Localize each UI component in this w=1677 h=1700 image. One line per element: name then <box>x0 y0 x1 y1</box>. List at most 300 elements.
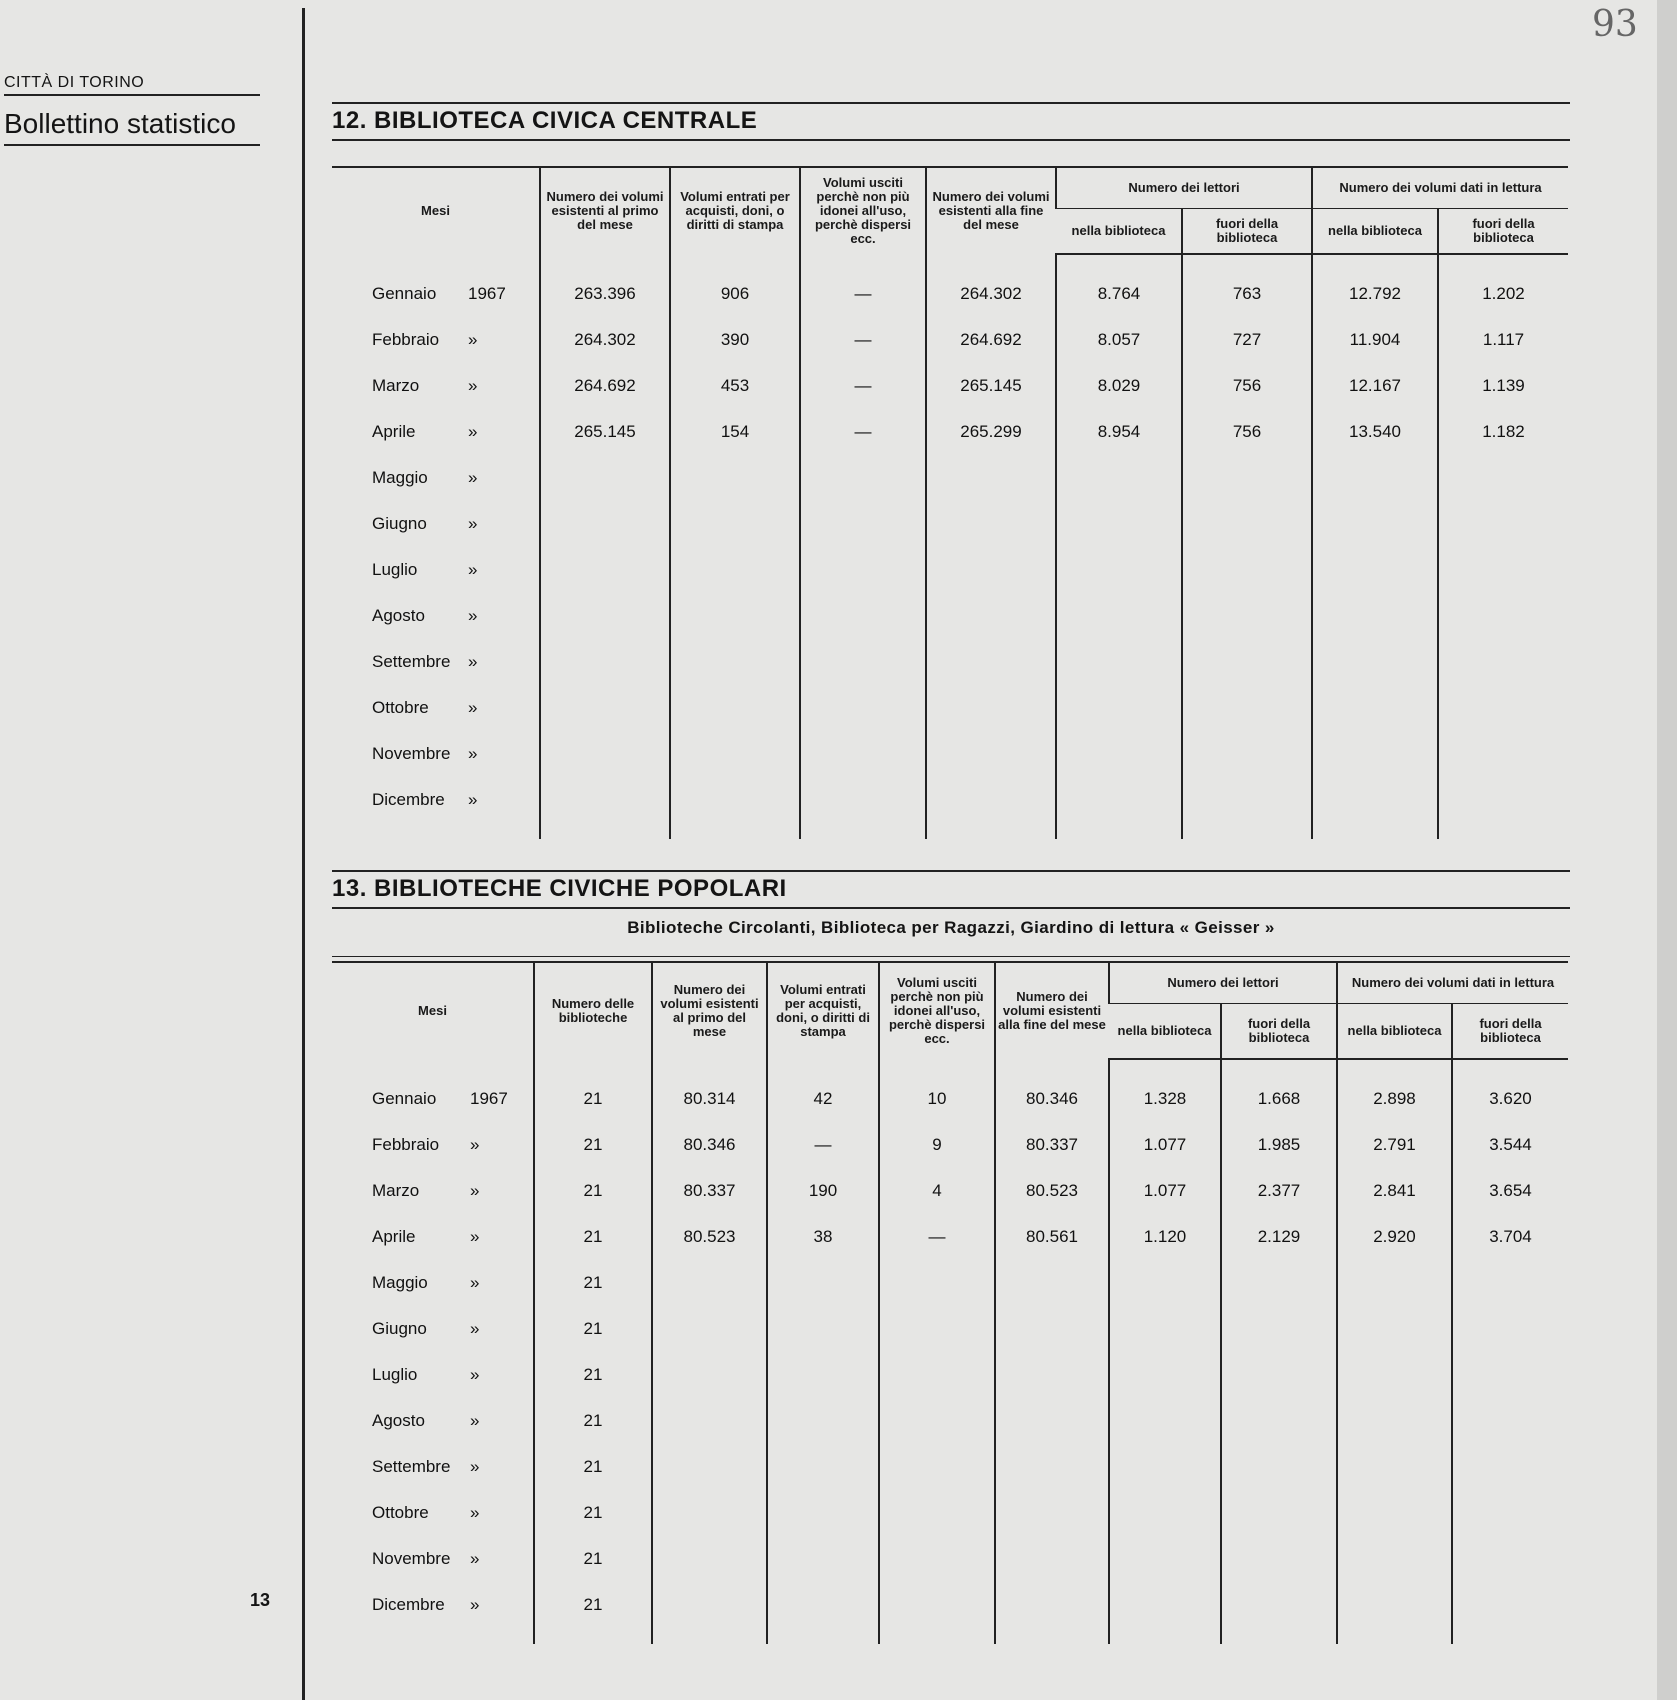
table-cell <box>800 455 926 501</box>
year-label: » <box>468 698 478 717</box>
table-cell <box>1182 731 1312 777</box>
table-cell: — <box>879 1214 995 1260</box>
table-cell <box>670 777 800 823</box>
table-cell <box>767 1444 879 1490</box>
bulletin-title: Bollettino statistico <box>4 108 236 139</box>
page-number: 13 <box>250 1590 271 1610</box>
table-cell <box>1438 639 1568 685</box>
table-cell: 21 <box>534 1214 652 1260</box>
year-label: » <box>468 652 478 671</box>
table-row <box>332 1444 1568 1490</box>
table-row <box>332 317 1568 363</box>
table-cell <box>926 501 1056 547</box>
year-label: 1967 <box>468 284 506 303</box>
table-cell: 21 <box>534 1122 652 1168</box>
table-cell: 263.396 <box>540 271 670 317</box>
handwritten-page-number: 93 <box>1592 4 1638 45</box>
table-row <box>332 1306 1568 1352</box>
header-mesi: Mesi <box>332 962 534 1059</box>
table-cell: 265.299 <box>926 409 1056 455</box>
month-label: Ottobre <box>372 698 429 717</box>
table-cell <box>1109 1306 1221 1352</box>
table-cell: 21 <box>534 1582 652 1628</box>
table-row <box>332 501 1568 547</box>
table-cell: 21 <box>534 1352 652 1398</box>
table-cell: 1.182 <box>1438 409 1568 455</box>
table-cell <box>995 1352 1109 1398</box>
table-cell <box>1337 1490 1452 1536</box>
table-cell: — <box>800 363 926 409</box>
table-cell: 21 <box>534 1444 652 1490</box>
table-cell <box>767 1352 879 1398</box>
header-numero-lettori: Numero dei lettori <box>1109 962 1337 1004</box>
year-label: » <box>470 1365 480 1384</box>
table-cell <box>926 593 1056 639</box>
table-cell <box>1056 455 1182 501</box>
city-header: CITTÀ DI TORINO <box>4 74 145 91</box>
table-cell <box>767 1306 879 1352</box>
header-lettori-fuori: fuori della biblioteca <box>1182 209 1312 255</box>
header-volumi-inizio: Numero dei volumi esistenti al primo del mese <box>540 167 670 254</box>
table-row <box>332 1490 1568 1536</box>
table-row <box>332 455 1568 501</box>
table-cell <box>670 639 800 685</box>
table-cell: 9 <box>879 1122 995 1168</box>
table-cell <box>670 547 800 593</box>
table-cell: 2.898 <box>1337 1076 1452 1122</box>
table-cell <box>1452 1444 1568 1490</box>
table-cell: 1.120 <box>1109 1214 1221 1260</box>
header-volumi-usciti: Volumi usciti perchè non più idonei all'uso, perchè dispersi ecc. <box>800 167 926 254</box>
table-cell <box>1182 547 1312 593</box>
table-cell: 763 <box>1182 271 1312 317</box>
table-cell <box>1221 1306 1337 1352</box>
table-cell <box>652 1536 767 1582</box>
table-cell <box>926 547 1056 593</box>
section-rule <box>332 956 1570 957</box>
year-label: » <box>468 468 478 487</box>
month-label: Agosto <box>372 606 425 625</box>
table-cell: 10 <box>879 1076 995 1122</box>
table-cell: 3.704 <box>1452 1214 1568 1260</box>
table-cell <box>1312 455 1438 501</box>
table-cell <box>540 731 670 777</box>
table-cell: 756 <box>1182 409 1312 455</box>
table-cell <box>879 1536 995 1582</box>
section-rule <box>332 102 1570 104</box>
section13-subtitle: Biblioteche Circolanti, Biblioteca per Ragazzi, Giardino di lettura « Geisser » <box>627 918 1275 937</box>
year-label: » <box>470 1319 480 1338</box>
year-label: » <box>468 560 478 579</box>
table-row <box>332 639 1568 685</box>
table-cell: 21 <box>534 1260 652 1306</box>
table-cell: — <box>800 317 926 363</box>
table-cell <box>1182 639 1312 685</box>
month-label: Luglio <box>372 560 418 579</box>
table-cell <box>1109 1536 1221 1582</box>
section12-title: 12. BIBLIOTECA CIVICA CENTRALE <box>332 107 758 134</box>
year-label: » <box>470 1595 480 1614</box>
header-numero-biblioteche: Numero delle biblioteche <box>534 962 652 1059</box>
table-cell: 1.328 <box>1109 1076 1221 1122</box>
table-cell <box>1438 455 1568 501</box>
table-cell <box>995 1260 1109 1306</box>
table-cell <box>1182 593 1312 639</box>
table-cell <box>1452 1536 1568 1582</box>
year-label: » <box>470 1411 480 1430</box>
table-row <box>332 1260 1568 1306</box>
month-label: Agosto <box>372 1411 425 1430</box>
table-cell <box>1438 501 1568 547</box>
table-row <box>332 1582 1568 1628</box>
table-cell: 1.077 <box>1109 1168 1221 1214</box>
table-cell <box>670 593 800 639</box>
table-row <box>332 1398 1568 1444</box>
table-cell <box>1182 777 1312 823</box>
year-label: » <box>470 1503 480 1522</box>
table-cell <box>1221 1582 1337 1628</box>
table-cell <box>1221 1536 1337 1582</box>
table-cell <box>995 1490 1109 1536</box>
table-cell <box>1337 1444 1452 1490</box>
year-label: » <box>468 376 478 395</box>
table-cell <box>995 1536 1109 1582</box>
header-mesi: Mesi <box>332 167 540 254</box>
table-cell <box>670 731 800 777</box>
table-cell <box>1221 1260 1337 1306</box>
header-lettura-nella: nella biblioteca <box>1337 1004 1452 1060</box>
table-cell <box>1056 639 1182 685</box>
table-cell: 80.523 <box>995 1168 1109 1214</box>
table-cell <box>540 501 670 547</box>
table-cell <box>800 777 926 823</box>
table-cell <box>540 639 670 685</box>
table-cell <box>879 1260 995 1306</box>
table-cell <box>1337 1536 1452 1582</box>
table-cell <box>767 1398 879 1444</box>
table-cell: 1.117 <box>1438 317 1568 363</box>
table-cell: 2.129 <box>1221 1214 1337 1260</box>
table-cell <box>767 1260 879 1306</box>
month-label: Gennaio <box>372 1089 437 1108</box>
table-cell <box>1056 547 1182 593</box>
table-cell: 2.841 <box>1337 1168 1452 1214</box>
table-cell <box>879 1352 995 1398</box>
table-cell: 80.523 <box>652 1214 767 1260</box>
year-label: » <box>468 330 478 349</box>
table-cell: 8.764 <box>1056 271 1182 317</box>
table-cell <box>1056 501 1182 547</box>
table-cell <box>1182 685 1312 731</box>
table-cell <box>1438 777 1568 823</box>
section-rule <box>332 139 1570 141</box>
table-cell <box>540 455 670 501</box>
table-cell: 154 <box>670 409 800 455</box>
year-label: » <box>470 1273 480 1292</box>
month-label: Marzo <box>372 1181 420 1200</box>
month-label: Luglio <box>372 1365 418 1384</box>
table-cell: 2.377 <box>1221 1168 1337 1214</box>
table-cell: 80.561 <box>995 1214 1109 1260</box>
table-cell: 80.346 <box>652 1122 767 1168</box>
month-label: Aprile <box>372 422 416 441</box>
table-cell: 190 <box>767 1168 879 1214</box>
table-cell: 756 <box>1182 363 1312 409</box>
table-cell: 8.954 <box>1056 409 1182 455</box>
section-rule <box>332 907 1570 909</box>
header-volumi-fine: Numero dei volumi esistenti alla fine del mese <box>926 167 1056 254</box>
page-edge-shadow <box>1657 0 1677 1700</box>
table-cell <box>1056 731 1182 777</box>
table-cell: 21 <box>534 1168 652 1214</box>
table-cell: 4 <box>879 1168 995 1214</box>
table-cell: 38 <box>767 1214 879 1260</box>
table-cell: 21 <box>534 1536 652 1582</box>
table-cell <box>800 685 926 731</box>
table-cell: 11.904 <box>1312 317 1438 363</box>
header-volumi-entrati: Volumi entrati per acquisti, doni, o diritti di stampa <box>670 167 800 254</box>
header-lettori-nella: nella biblioteca <box>1109 1004 1221 1060</box>
table-row <box>332 1076 1568 1122</box>
table-cell <box>1056 685 1182 731</box>
table-cell: — <box>800 271 926 317</box>
header-volumi-entrati: Volumi entrati per acquisti, doni, o diritti di stampa <box>767 962 879 1059</box>
table-cell <box>926 455 1056 501</box>
table-row <box>332 1536 1568 1582</box>
table-cell: 21 <box>534 1398 652 1444</box>
table-cell <box>767 1582 879 1628</box>
table-cell <box>1438 685 1568 731</box>
year-label: » <box>468 606 478 625</box>
month-label: Ottobre <box>372 1503 429 1522</box>
table-cell <box>1109 1444 1221 1490</box>
table-cell <box>1337 1306 1452 1352</box>
table-cell <box>879 1398 995 1444</box>
month-label: Novembre <box>372 1549 451 1568</box>
year-label: » <box>470 1457 480 1476</box>
table-cell: 265.145 <box>926 363 1056 409</box>
table-cell <box>1337 1352 1452 1398</box>
year-label: 1967 <box>470 1089 508 1108</box>
table-cell <box>767 1490 879 1536</box>
table-row <box>332 409 1568 455</box>
table-cell: 2.920 <box>1337 1214 1452 1260</box>
table-cell <box>995 1306 1109 1352</box>
table-cell: 264.692 <box>926 317 1056 363</box>
table-cell <box>1312 777 1438 823</box>
section13-title: 13. BIBLIOTECHE CIVICHE POPOLARI <box>332 875 787 902</box>
table-cell: 3.620 <box>1452 1076 1568 1122</box>
table-cell <box>800 501 926 547</box>
table-cell <box>800 639 926 685</box>
table-cell <box>1452 1306 1568 1352</box>
table-cell <box>1438 593 1568 639</box>
month-label: Giugno <box>372 514 427 533</box>
table-cell: 80.346 <box>995 1076 1109 1122</box>
table-cell: 1.668 <box>1221 1076 1337 1122</box>
table-cell <box>800 731 926 777</box>
month-label: Giugno <box>372 1319 427 1338</box>
year-label: » <box>468 422 478 441</box>
table-cell: 390 <box>670 317 800 363</box>
table-row <box>332 363 1568 409</box>
table-cell: 80.337 <box>652 1168 767 1214</box>
table-cell <box>926 777 1056 823</box>
month-label: Maggio <box>372 468 428 487</box>
table-cell <box>926 639 1056 685</box>
table-cell <box>652 1398 767 1444</box>
year-label: » <box>470 1181 480 1200</box>
table-cell <box>540 777 670 823</box>
table-row <box>332 777 1568 823</box>
table-cell <box>1312 685 1438 731</box>
table-cell <box>879 1490 995 1536</box>
table-cell: 12.792 <box>1312 271 1438 317</box>
table-cell <box>1182 455 1312 501</box>
table-cell <box>879 1306 995 1352</box>
month-label: Marzo <box>372 376 420 395</box>
table-cell: 21 <box>534 1076 652 1122</box>
year-label: » <box>470 1549 480 1568</box>
table-cell: 21 <box>534 1490 652 1536</box>
table-cell: 8.057 <box>1056 317 1182 363</box>
table-cell <box>1337 1582 1452 1628</box>
table-row <box>332 1352 1568 1398</box>
table-cell <box>926 731 1056 777</box>
table-cell <box>1312 547 1438 593</box>
left-margin <box>0 0 300 1700</box>
table-cell <box>652 1582 767 1628</box>
year-label: » <box>468 744 478 763</box>
table-cell: 453 <box>670 363 800 409</box>
table-cell <box>800 547 926 593</box>
section13-table <box>332 961 1568 1644</box>
table-cell <box>1452 1352 1568 1398</box>
table-cell <box>1452 1490 1568 1536</box>
table-cell: 264.302 <box>540 317 670 363</box>
table-cell: — <box>767 1122 879 1168</box>
table-cell <box>1221 1398 1337 1444</box>
table-cell: 1.077 <box>1109 1122 1221 1168</box>
table-cell <box>926 685 1056 731</box>
table-cell: 727 <box>1182 317 1312 363</box>
table-row <box>332 1122 1568 1168</box>
table-cell: 1.985 <box>1221 1122 1337 1168</box>
table-cell: 264.692 <box>540 363 670 409</box>
table-cell <box>767 1536 879 1582</box>
table-cell <box>652 1444 767 1490</box>
table-cell: 8.029 <box>1056 363 1182 409</box>
month-label: Settembre <box>372 1457 451 1476</box>
month-label: Novembre <box>372 744 451 763</box>
table-cell <box>1109 1352 1221 1398</box>
month-label: Dicembre <box>372 1595 445 1614</box>
table-cell <box>1312 593 1438 639</box>
table-row <box>332 1214 1568 1260</box>
year-label: » <box>468 790 478 809</box>
table-row <box>332 1168 1568 1214</box>
year-label: » <box>470 1135 480 1154</box>
table-cell <box>995 1582 1109 1628</box>
table-cell <box>652 1352 767 1398</box>
table-cell: 21 <box>534 1306 652 1352</box>
table-cell: 2.791 <box>1337 1122 1452 1168</box>
table-cell: 12.167 <box>1312 363 1438 409</box>
table-cell <box>995 1398 1109 1444</box>
month-label: Febbraio <box>372 1135 440 1154</box>
table-cell <box>1438 731 1568 777</box>
table-cell <box>1109 1582 1221 1628</box>
header-volumi-usciti: Volumi usciti perchè non più idonei all'uso, perchè dispersi ecc. <box>879 962 995 1059</box>
table-cell <box>540 685 670 731</box>
table-row <box>332 593 1568 639</box>
year-label: » <box>470 1227 480 1246</box>
margin-divider <box>302 8 305 1700</box>
table-cell <box>1056 777 1182 823</box>
table-cell <box>1312 731 1438 777</box>
table-cell <box>1109 1490 1221 1536</box>
section-rule <box>332 870 1570 872</box>
table-cell: 1.139 <box>1438 363 1568 409</box>
table-cell <box>800 593 926 639</box>
table-cell <box>1452 1582 1568 1628</box>
month-label: Febbraio <box>372 330 440 349</box>
table-cell <box>540 547 670 593</box>
header-rule <box>4 94 260 96</box>
table-cell <box>652 1260 767 1306</box>
table-cell <box>1312 501 1438 547</box>
table-cell: 42 <box>767 1076 879 1122</box>
table-cell <box>1221 1490 1337 1536</box>
table-cell: 3.654 <box>1452 1168 1568 1214</box>
header-volumi-fine: Numero dei volumi esistenti alla fine del mese <box>995 962 1109 1059</box>
table-cell: 13.540 <box>1312 409 1438 455</box>
table-cell <box>1337 1260 1452 1306</box>
table-cell <box>652 1306 767 1352</box>
header-volumi-lettura: Numero dei volumi dati in lettura <box>1312 167 1568 209</box>
table-cell <box>879 1444 995 1490</box>
table-cell <box>1182 501 1312 547</box>
year-label: » <box>468 514 478 533</box>
table-cell <box>1438 547 1568 593</box>
header-numero-lettori: Numero dei lettori <box>1056 167 1312 209</box>
header-volumi-lettura: Numero dei volumi dati in lettura <box>1337 962 1568 1004</box>
month-label: Maggio <box>372 1273 428 1292</box>
header-lettori-fuori: fuori della biblioteca <box>1221 1004 1337 1060</box>
table-cell <box>1056 593 1182 639</box>
month-label: Settembre <box>372 652 451 671</box>
header-volumi-inizio: Numero dei volumi esistenti al primo del mese <box>652 962 767 1059</box>
table-cell <box>670 685 800 731</box>
table-cell <box>1312 639 1438 685</box>
header-lettori-nella: nella biblioteca <box>1056 209 1182 255</box>
table-row <box>332 547 1568 593</box>
table-cell: 1.202 <box>1438 271 1568 317</box>
table-cell <box>1452 1260 1568 1306</box>
table-cell <box>1221 1352 1337 1398</box>
table-row <box>332 271 1568 317</box>
table-cell: 906 <box>670 271 800 317</box>
header-rule <box>4 144 260 146</box>
table-cell <box>1221 1444 1337 1490</box>
table-cell <box>995 1444 1109 1490</box>
table-row <box>332 731 1568 777</box>
table-cell <box>540 593 670 639</box>
month-label: Gennaio <box>372 284 437 303</box>
table-cell: 265.145 <box>540 409 670 455</box>
table-cell <box>1109 1260 1221 1306</box>
table-cell: 80.314 <box>652 1076 767 1122</box>
